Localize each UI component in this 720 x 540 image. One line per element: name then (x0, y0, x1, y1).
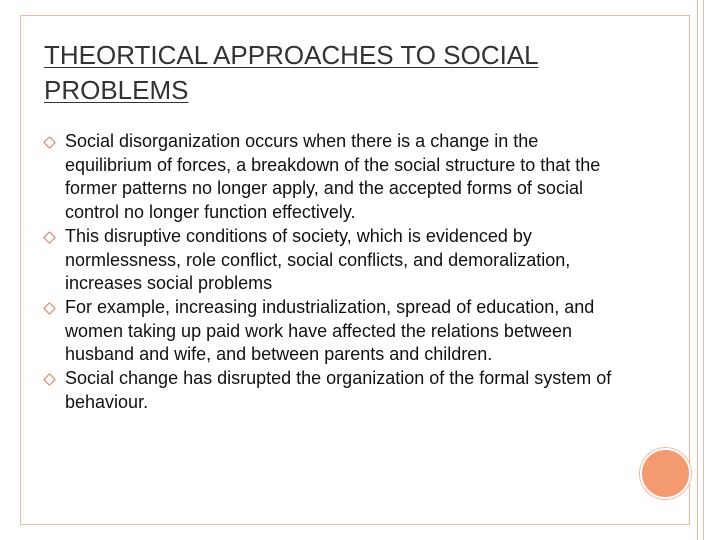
diamond-bullet-icon (43, 136, 56, 149)
slide-title: THEORTICAL APPROACHES TO SOCIAL PROBLEMS (44, 40, 539, 105)
decorative-circle (640, 448, 691, 499)
bullet-list (44, 130, 624, 414)
bullet-text: For example, increasing industrialization, spread of education, and women taking up paid work have affected the relations between husband and wife, and between parents and children. (65, 296, 595, 365)
bullet-text: This disruptive conditions of society, which is evidenced by normlessness, role conflict, social conflicts, and demoralization, increases social problems (65, 225, 571, 294)
bullet-text: Social disorganization occurs when there is a change in the equilibrium of forces, a breakdown of the social structure to that the former patterns no longer apply, and the accepted forms of social control no longer function effectively. (65, 131, 601, 223)
decorative-rail-right (703, 0, 704, 540)
bullet-item (44, 367, 624, 414)
bullet-text: Social change has disrupted the organization of the formal system of behaviour. (65, 368, 612, 412)
bullet-item (44, 130, 624, 225)
decorative-rail-left (697, 0, 698, 540)
bullet-item (44, 225, 624, 296)
bullet-item (44, 296, 624, 367)
diamond-bullet-icon (43, 373, 56, 386)
diamond-bullet-icon (43, 302, 56, 315)
diamond-bullet-icon (43, 231, 56, 244)
